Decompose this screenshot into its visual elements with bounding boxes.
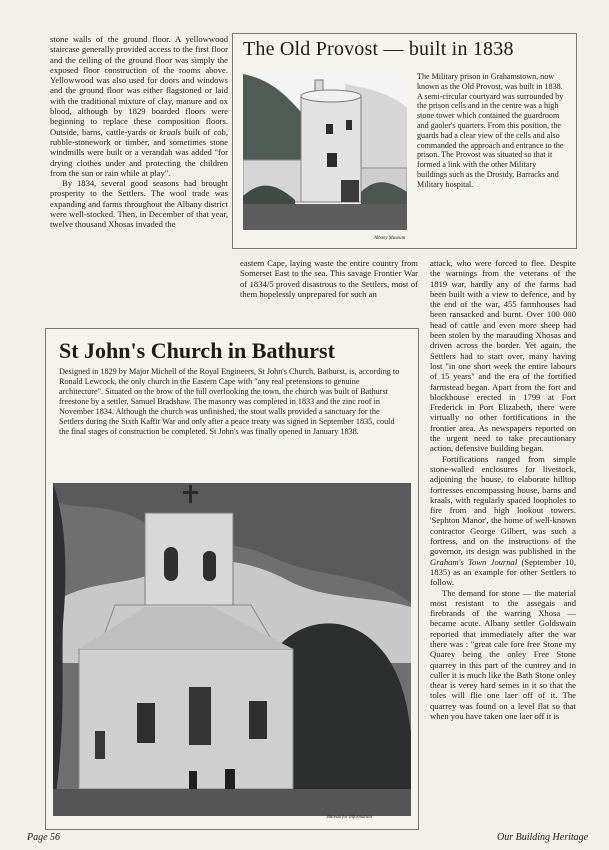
right-text-column (430, 258, 576, 721)
old-provost-title: The Old Provost — built in 1838 (243, 38, 514, 60)
old-provost-caption: Albany Museum (374, 236, 406, 241)
st-johns-church-box (45, 328, 419, 830)
middle-text-column (240, 258, 418, 299)
publication-title: Our Building Heritage (497, 832, 589, 843)
right-paragraph-2: Fortifications ranged from simple stone-walled enclosures for livestock, adjoining the house, to elaborate hilltop fortresses encompassing house, barns and kraals, with regularly spaced loopholes to fire from and high lookout towers. 'Sephton Manor', the home of well-known contractor George Gilbert, was such a fortress, and on the instructions of the governor, its design was published in the Graham's Town Journal (September 10, 1835) as an example for other Settlers to follow. (430, 453, 576, 588)
st-johns-church-description: Designed in 1829 by Major Michell of the Royal Engineers, St John's Church, Bathurst, is, according to Ronald Lewcock, the only church in the Eastern Cape with "any real pretensions to genuine architecture". Situated on the brow of the hill overlooking the town, the church was built of Bathurst freestone by a settler, Samuel Bradshaw. The masonry was completed in 1833 and the zinc roof in November 1834. Although the church was unfinished, the stout walls provided a sanctuary for the Settlers during the Sixth Kaffir War and only after a peace treaty was signed in September 1835, could the final stages of construction be completed. St John's was finally opened in January 1838. (59, 367, 400, 436)
middle-paragraph-1: eastern Cape, laying waste the entire country from Somerset East to the sea. This savage Frontier War of 1834/5 proved disastrous to the Settlers, most of them hopelessly unprepared for such an (240, 258, 418, 299)
old-provost-description: The Military prison in Grahamstown, now known as the Old Provost, was built in 1838. A semi-circular courtyard was surrounded by the prison cells and in the centre was a high stone tower which contained the guardroom and gaoler's quarters. From this position, the guards had a clear view of the cells and also commanded the approach and entrance to the prison. The Provost was situated so that it formed a link with the other Military buildings such as the Drostdy, Barracks and Military hospital. (417, 72, 564, 189)
st-johns-church-caption: Bureau for Information (327, 815, 372, 820)
left-paragraph-2: By 1834, several good seasons had brought prosperity to the Settlers. The wool trade was expanding and farms throughout the Albany district were well-stocked. Then, in December of that year, twelve thousand Xhosas invaded the (50, 178, 228, 230)
left-text-column (50, 34, 228, 230)
page-number: Page 56 (27, 832, 61, 843)
old-provost-photo (243, 74, 407, 230)
old-provost-box (232, 33, 577, 249)
right-paragraph-3: The demand for stone — the material most resistant to the assegais and firebrands of the warring Xhosa — became acute. Albany settler Goldswain reported that immediately after the war there was : "great cale fore free Stone my Quarey being the onley Free Stone quarrey in this part of the cuntrey and in culler it is much like the Bath Stone onley thear is verey hard semes in it so that the toles will flie one laer off of it. The quarrey was found on a level flat so that when you have taken one laer off it is (430, 587, 576, 722)
st-johns-church-title: St John's Church in Bathurst (59, 338, 335, 363)
right-paragraph-1: attack, who were forced to flee. Despite the warnings from the veterans of the 1819 war, hardly any of the farms had been built with a view to defence, and by the end of the war, 455 farmhouses had been ransacked and burnt. Over 100 000 head of cattle and even more sheep had been stolen by the marauding Xhosas and driven across the border. Yet again, the Settlers had to start over, many having lost "in one short week the entire labours of 15 years" and the era of the fortified farmstead began. Apart from the fort and blockhouse erected in 1799 at Fort Frederick in Port Elizabeth, there were virtually no other fortifications in the frontier area. As newspapers reported on the urgent need to take precautionary action, defensive building began. (430, 258, 576, 454)
left-paragraph-1: stone walls of the ground floor. A yellowwood staircase generally provided access to the first floor and the ceiling of the ground floor was simply the exposed floor construction of the rooms above. Yellowwood was also used for doors and windows and the ground floor was either flagstoned or laid with the traditional mixture of clay, manure and ox blood, although by 1829 boarded floors were beginning to replace these composition floors. Outside, barns, cattle-yards or kraals built of cob, rubble-stonework or timber, and sometimes stone windmills were built or a verandah was added "for drying clothes under and protecting the children from the sun or rain while at play". (50, 34, 228, 178)
st-johns-church-photo (53, 483, 411, 816)
